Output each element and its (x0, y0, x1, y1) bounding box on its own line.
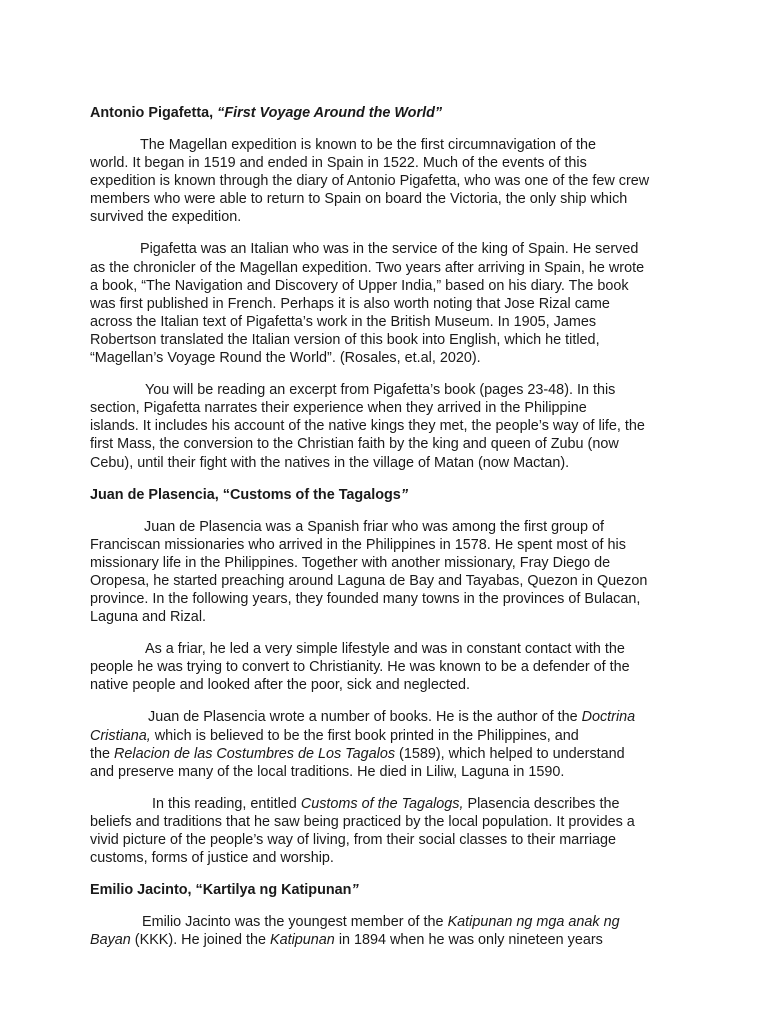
text-line: Robertson translated the Italian version of this book into English, which he titled, (90, 331, 600, 348)
organization-name: Bayan (90, 932, 131, 949)
section-heading-pigafetta (90, 104, 690, 122)
text-line: people he was trying to convert to Christianity. He was known to be a defender of the (90, 659, 630, 676)
text-line (90, 795, 690, 813)
text-line (90, 708, 690, 726)
text-line: You will be reading an excerpt from Pigafetta’s book (pages 23-48). In this (145, 382, 616, 399)
text-line: “Magellan’s Voyage Round the World”. (Rosales, et.al, 2020). (90, 350, 481, 367)
text-run: Plasencia describes the (463, 795, 620, 812)
organization-name: Katipunan (270, 932, 335, 949)
text-line: first Mass, the conversion to the Christian faith by the king and queen of Zubu (now (90, 436, 619, 453)
text-run: which is believed to be the first book printed in the Philippines, and (150, 727, 579, 744)
text-line: As a friar, he led a very simple lifestyle and was in constant contact with the (145, 641, 625, 658)
text-line (90, 745, 690, 763)
text-line: native people and looked after the poor, sick and neglected. (90, 677, 471, 694)
text-line (90, 727, 690, 745)
text-line: missionary life in the Philippines. Together with another missionary, Fray Diego de (90, 554, 611, 571)
text-run: In this reading, entitled (152, 795, 301, 812)
text-line (90, 913, 690, 931)
text-line: expedition is known through the diary of Antonio Pigafetta, who was one of the few crew (90, 173, 650, 190)
text-run: (KKK). He joined the (130, 932, 270, 949)
book-title: Doctrina (581, 709, 636, 726)
section-heading-jacinto (90, 881, 690, 899)
text-line: and preserve many of the local traditions. He died in Liliw, Laguna in 1590. (90, 763, 565, 780)
heading-author-title: Juan de Plasencia, “Customs of the Tagalogs (90, 486, 401, 503)
text-line: section, Pigafetta narrates their experience when they arrived in the Philippine (90, 400, 587, 417)
book-title: Cristiana, (90, 727, 151, 744)
text-line: world. It began in 1519 and ended in Spain in 1522. Much of the events of this (90, 155, 587, 172)
text-run: in 1894 when he was only nineteen years (334, 932, 603, 949)
heading-title: “First Voyage Around the World” (217, 105, 443, 121)
paragraph (90, 913, 690, 949)
text-line: survived the expedition. (90, 209, 242, 226)
text-line: was first published in French. Perhaps it is also worth noting that Jose Rizal came (90, 295, 610, 312)
text-run: Emilio Jacinto was the youngest member of the (142, 914, 448, 931)
paragraph (90, 518, 690, 627)
section-heading-plasencia (90, 486, 690, 504)
text-line: islands. It includes his account of the native kings they met, the people’s way of life, the (90, 418, 645, 435)
paragraph (90, 795, 690, 867)
heading-quote-mark: ” (400, 486, 409, 503)
text-run: the (90, 745, 115, 762)
text-line: Juan de Plasencia was a Spanish friar who was among the first group of (144, 518, 604, 535)
heading-quote-mark: ” (351, 882, 359, 899)
text-line: Cebu), until their fight with the natives in the village of Matan (now Mactan). (90, 454, 570, 471)
heading-author-title: Emilio Jacinto, “Kartilya ng Katipunan (90, 882, 352, 899)
text-line: beliefs and traditions that he saw being practiced by the local population. It provides a (90, 813, 635, 830)
paragraph (90, 640, 690, 694)
heading-author: Antonio Pigafetta, (90, 105, 218, 121)
paragraph (90, 708, 690, 780)
text-line: a book, “The Navigation and Discovery of Upper India,” based on his diary. The book (90, 277, 629, 294)
document-page (90, 104, 690, 963)
paragraph (90, 136, 690, 226)
text-line: across the Italian text of Pigafetta’s work in the British Museum. In 1905, James (90, 313, 597, 330)
text-line: Oropesa, he started preaching around Laguna de Bay and Tayabas, Quezon in Quezon (90, 572, 648, 589)
organization-name: Katipunan ng mga anak ng (447, 914, 620, 931)
paragraph (90, 381, 690, 471)
text-run: Juan de Plasencia wrote a number of books. He is the author of the (148, 709, 582, 726)
text-line: The Magellan expedition is known to be the first circumnavigation of the (140, 137, 596, 153)
text-line: Pigafetta was an Italian who was in the service of the king of Spain. He served (140, 241, 639, 258)
text-line: customs, forms of justice and worship. (90, 850, 334, 867)
reading-title: Customs of the Tagalogs, (300, 795, 464, 812)
text-run: (1589), which helped to understand (395, 745, 625, 762)
paragraph (90, 240, 690, 367)
text-line: members who were able to return to Spain on board the Victoria, the only ship which (90, 191, 628, 208)
text-line: Franciscan missionaries who arrived in the Philippines in 1578. He spent most of his (90, 536, 626, 553)
text-line: as the chronicler of the Magellan expedition. Two years after arriving in Spain, he wrote (90, 259, 645, 276)
text-line (90, 931, 690, 949)
text-line: province. In the following years, they founded many towns in the provinces of Bulacan, (90, 590, 641, 607)
book-title: Relacion de las Costumbres de Los Tagalos (114, 745, 396, 762)
text-line: Laguna and Rizal. (90, 609, 207, 626)
text-line: vivid picture of the people’s way of living, from their social classes to their marriage (90, 832, 617, 848)
